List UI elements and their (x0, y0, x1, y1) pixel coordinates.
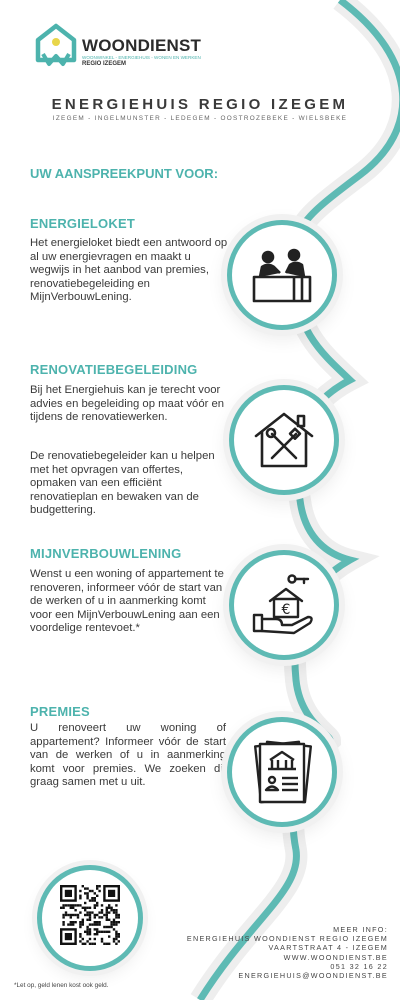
contact-website[interactable]: WWW.WOONDIENST.BE (283, 952, 388, 962)
contact-block (187, 925, 388, 980)
contact-name: ENERGIEHUIS WOONDIENST REGIO IZEGEM (186, 934, 388, 944)
page-title: ENERGIEHUIS REGIO IZEGEM (51, 96, 349, 113)
brand-region: REGIO IZEGEM (82, 61, 127, 67)
section-text-renovatiebegeleiding-2: De renovatiebegeleider kan u helpen met het opvragen van offertes, opmaken van een efficiënt renovatieplan en bewaken van de budgettering. (30, 450, 215, 517)
qr-code-icon[interactable] (60, 885, 120, 945)
energieloket-icon-circle (232, 225, 332, 325)
section-text-mijnverbouwlening: Wenst u een woning of appartement te renoveren, informeer vóór de start van de werken of u in aanmerking komt voor een MijnVerbouwLening aan een voordelige rentevoet.* (30, 568, 224, 635)
premies-icon-circle (232, 722, 332, 822)
section-text-energieloket: Het energieloket biedt een antwoord op al uw energievragen en maakt u wegwijs in het aanbod van premies, renovatiebegeleiding en MijnVerbouwLening. (30, 237, 228, 304)
renovatie-icon-circle (234, 390, 334, 490)
help-desk-icon (250, 243, 314, 307)
qr-code-circle[interactable] (42, 870, 138, 966)
section-title-renovatiebegeleiding: RENOVATIEBEGELEIDING (30, 362, 198, 377)
contact-email[interactable]: ENERGIEHUIS@WOONDIENST.BE (238, 971, 388, 981)
section-text-renovatiebegeleiding-1: Bij het Energiehuis kan je terecht voor advies en begeleiding op maat vóór en tijdens de renovatiewerken. (30, 384, 225, 424)
intro-heading: UW AANSPREEKPUNT VOOR: (30, 166, 219, 181)
footnote: *Let op, geld lenen kost ook geld. (14, 982, 109, 989)
documents-icon (250, 740, 314, 804)
section-title-premies: PREMIES (30, 704, 90, 719)
house-tools-icon (252, 408, 316, 472)
house-logo-icon (34, 22, 78, 70)
woondienst-logo (34, 22, 234, 72)
brand-name: WOONDIENST (82, 36, 202, 55)
contact-address: VAARTSTRAAT 4 - IZEGEM (268, 943, 388, 953)
contact-heading: MEER INFO: (333, 925, 388, 934)
hand-house-euro-icon (252, 573, 316, 637)
brand-tagline: WOONWINKEL - ENERGIEHUIS - WONEN EN WERKEN (82, 55, 201, 60)
lening-icon-circle (234, 555, 334, 655)
section-text-premies: U renoveert uw woning of appartement? Informeer vóór de start van de werken of u in aanmerking komt voor premies. We zoeken dit graag samen met u uit. (30, 722, 226, 789)
section-title-energieloket: ENERGIELOKET (30, 216, 135, 231)
towns-subtitle: IZEGEM - INGELMUNSTER - LEDEGEM - OOSTROZEBEKE - WIELSBEKE (52, 115, 348, 122)
section-title-mijnverbouwlening: MIJNVERBOUWLENING (30, 546, 182, 561)
contact-phone[interactable]: 051 32 16 22 (330, 961, 388, 971)
svg-text:€: € (281, 602, 291, 618)
